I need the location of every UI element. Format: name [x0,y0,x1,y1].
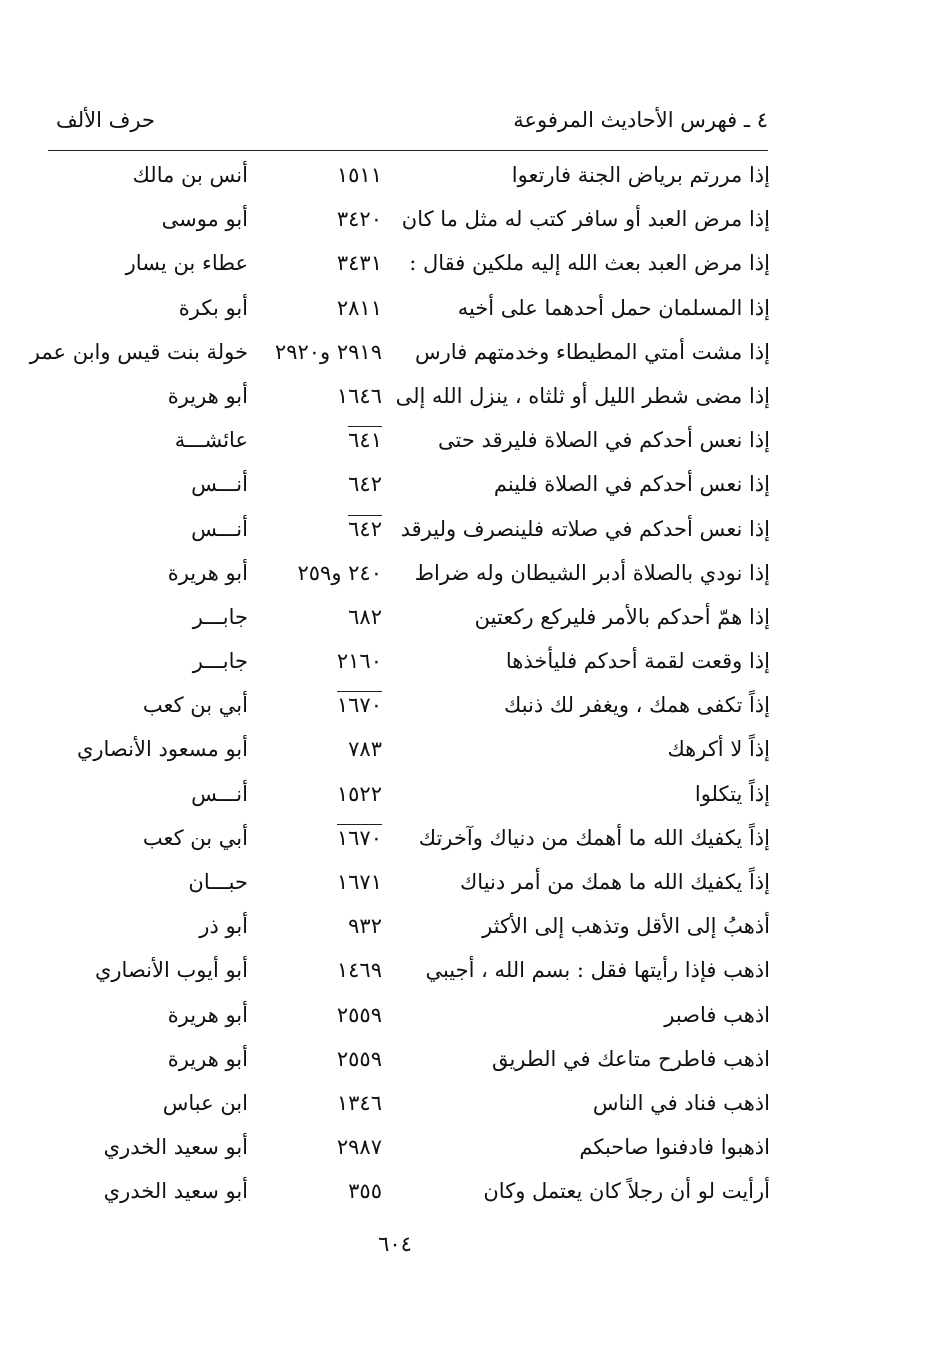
hadith-text: اذهب فاطرح متاعك في الطريق [491,1046,770,1071]
hadith-text: إذا مرض العبد بعث الله إليه ملكين فقال : [409,251,770,276]
letter-title: حرف الألف [56,108,155,132]
narrator: عائشـــة [174,428,248,453]
hadith-text: أرأيت لو أن رجلاً كان يعتمل وكان [483,1179,770,1204]
narrator: أنـــس [191,781,248,806]
hadith-text: إذاً يكفيك الله ما أهمك من دنياك وآخرتك [418,825,770,850]
list-item [40,552,770,596]
hadith-text: إذا نعس أحدكم في صلاته فلينصرف وليرقد [400,516,770,541]
narrator: أبو سعيد الخدري [103,1179,248,1204]
narrator: أبو سعيد الخدري [103,1135,248,1160]
list-item [40,154,770,198]
list-item [40,242,770,286]
list-item [40,684,770,728]
hadith-number: ١٤٦٩ [336,958,382,983]
hadith-number: ٣٤٢٠ [336,207,382,232]
narrator: أنـــس [191,516,248,541]
hadith-number: ٢٥٥٩ [336,1046,382,1071]
hadith-text: إذاً يتكلوا [694,781,770,806]
narrator: أبو ذر [199,914,248,939]
list-item [40,905,770,949]
list-item [40,419,770,463]
hadith-number: ١٥٢٢ [336,781,382,806]
overlined-number: ١٦٧٠ [336,825,382,850]
hadith-text: إذا نعس أحدكم في الصلاة فليرقد حتى [438,428,770,453]
hadith-text: اذهب فإذا رأيتها فقل : بسم الله ، أجيبي [425,958,770,983]
narrator: أبي بن كعب [142,693,248,718]
hadith-text: إذاً تكفى همك ، ويغفر لك ذنبك [504,693,770,718]
list-item [40,508,770,552]
hadith-text: أذهبُ إلى الأقل وتذهب إلى الأكثر [482,914,770,939]
hadith-text: إذا مضى شطر الليل أو ثلثاه ، ينزل الله إلى [395,383,770,408]
list-item [40,1126,770,1170]
list-item [40,861,770,905]
narrator: ابن عباس [162,1090,248,1115]
hadith-number [272,514,382,544]
overlined-number: ١٦٧٠ [336,693,382,718]
list-item [40,949,770,993]
list-item [40,817,770,861]
hadith-number [272,823,382,853]
hadith-index-list [29,154,770,1215]
hadith-number: ٢٨١١ [336,295,382,320]
hadith-text: اذهبوا فادفنوا صاحبكم [579,1135,770,1160]
list-item [40,287,770,331]
running-header [48,108,768,142]
narrator: خولة بنت قيس وابن عمر [29,339,248,364]
narrator: أبو أيوب الأنصاري [94,958,248,983]
hadith-text: إذا همّ أحدكم بالأمر فليركع ركعتين [474,604,770,629]
hadith-number: ٣٥٥ [348,1179,382,1204]
list-item [40,640,770,684]
hadith-number [272,690,382,720]
hadith-number: ٢١٦٠ [336,649,382,674]
hadith-text: إذاً لا أكرهك [667,737,770,762]
narrator: أبو موسى [161,207,248,232]
narrator: أبو بكرة [178,295,248,320]
list-item [40,596,770,640]
hadith-number: ٩٣٢ [348,914,382,939]
hadith-text: إذا المسلمان حمل أحدهما على أخيه [457,295,770,320]
hadith-number: ٦٤٢ [348,472,382,497]
narrator: أبو هريرة [167,1002,248,1027]
hadith-text: إذا وقعت لقمة أحدكم فليأخذها [505,649,770,674]
narrator: جابـــر [192,604,248,629]
hadith-text: إذا مشت أمتي المطيطاء وخدمتهم فارس [415,339,770,364]
hadith-number: ٢٩٨٧ [336,1135,382,1160]
list-item [40,1038,770,1082]
hadith-text: اذهب فاصبر [664,1002,770,1027]
list-item [40,1082,770,1126]
narrator: أبو هريرة [167,1046,248,1071]
hadith-text: إذا نودي بالصلاة أدبر الشيطان وله ضراط [414,560,770,585]
hadith-number: ١٣٤٦ [336,1090,382,1115]
narrator: أبي بن كعب [142,825,248,850]
narrator: عطاء بن يسار [125,251,248,276]
overlined-number: ٦٤٢ [348,516,382,541]
hadith-text: إذا نعس أحدكم في الصلاة فلينم [493,472,770,497]
hadith-text: اذهب فناد في الناس [592,1090,770,1115]
hadith-number [272,425,382,455]
list-item [40,375,770,419]
narrator: أنـــس [191,472,248,497]
hadith-number: ١٦٧١ [336,870,382,894]
list-item [40,1170,770,1214]
header-rule [48,150,768,151]
hadith-number: ٢٥٥٩ [336,1002,382,1027]
list-item [29,331,770,375]
list-item [40,728,770,772]
page-number: ٦٠٤ [378,1232,412,1256]
hadith-number: ٧٨٣ [348,737,382,762]
narrator: أبو هريرة [167,560,248,585]
hadith-text: إذا مررتم برياض الجنة فارتعوا [511,163,770,187]
narrator: حبـــان [188,870,248,894]
hadith-number: ٢٤٠ و٢٥٩ [297,560,382,585]
list-item [40,198,770,242]
narrator: جابـــر [192,649,248,674]
hadith-number: ٦٨٢ [348,604,382,629]
hadith-number: ٢٩١٩ و٢٩٢٠ [274,339,382,364]
narrator: أبو هريرة [167,383,248,408]
hadith-text: إذاً يكفيك الله ما همك من أمر دنياك [460,870,770,894]
list-item [40,773,770,817]
hadith-number: ١٦٤٦ [336,383,382,408]
section-title: ٤ ـ فهرس الأحاديث المرفوعة [513,108,768,132]
narrator: أبو مسعود الأنصاري [76,737,248,762]
list-item [40,994,770,1038]
overlined-number: ٦٤١ [348,428,382,453]
list-item [40,463,770,507]
hadith-number: ٣٤٣١ [336,251,382,276]
hadith-text: إذا مرض العبد أو سافر كتب له مثل ما كان [401,207,770,232]
hadith-number: ١٥١١ [336,163,382,187]
narrator: أنس بن مالك [132,163,248,187]
